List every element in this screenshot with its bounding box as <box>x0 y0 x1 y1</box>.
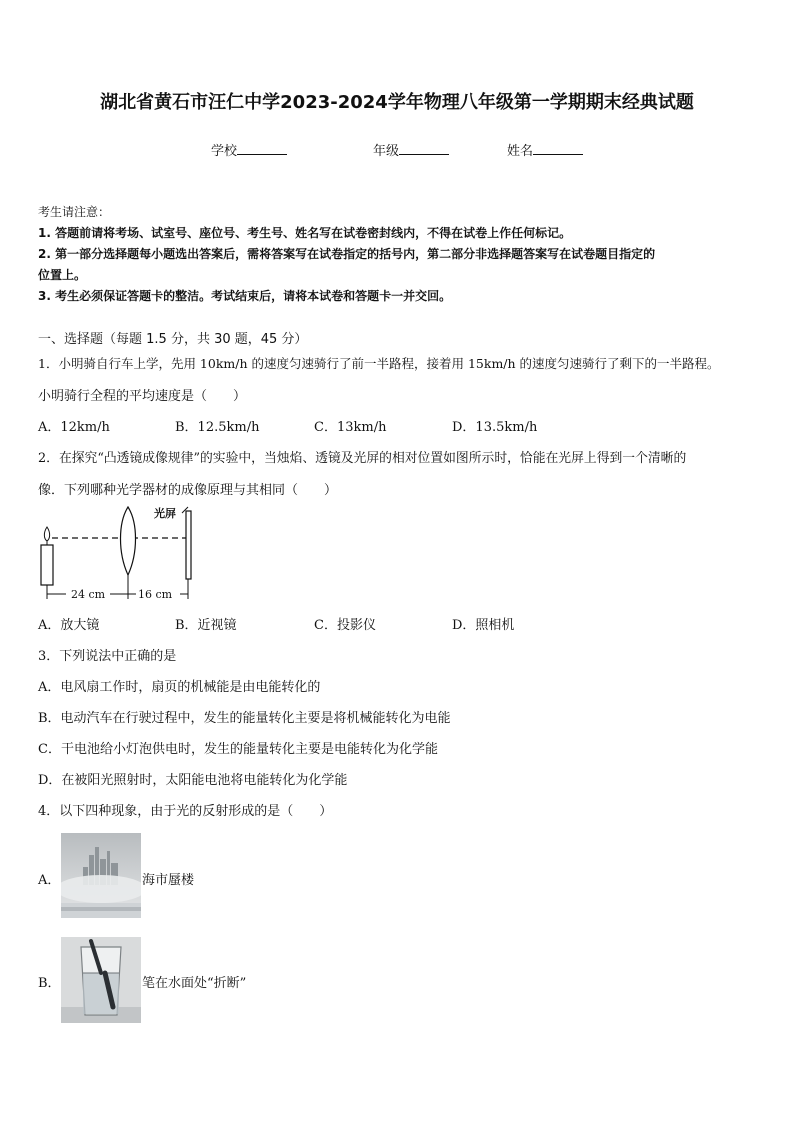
q2-option-a: A．放大镜 <box>38 618 100 633</box>
q4-stem: 4．以下四种现象，由于光的反射形成的是（ ） <box>38 804 333 819</box>
notice-item-3: 3. 考生必须保证答题卡的整洁。考试结束后，请将本试卷和答题卡一并交回。 <box>38 289 452 303</box>
q2-option-b: B．近视镜 <box>175 618 237 633</box>
notice-item-2-cont: 位置上。 <box>38 268 87 282</box>
notice-item-1: 1. 答题前请将考场、试室号、座位号、考生号、姓名写在试卷密封线内，不得在试卷上作任何标记。 <box>38 226 572 240</box>
q1-stem-line1: 1．小明骑自行车上学，先用 10km/h 的速度匀速骑行了前一半路程，接着用 15km/h 的速度匀速骑行了剩下的一半路程。 <box>38 356 720 371</box>
q4-option-b-label: 笔在水面处“折断” <box>142 976 247 991</box>
lens-diagram <box>38 503 198 603</box>
grade-label: 年级 <box>373 144 400 159</box>
q3-stem: 3．下列说法中正确的是 <box>38 649 177 664</box>
lens-diagram-svg <box>38 503 198 603</box>
screen-label: 光屏 <box>154 507 176 520</box>
q4-option-b-letter: B． <box>38 976 61 991</box>
mirage-photo-svg <box>61 833 141 918</box>
mirage-shore <box>61 907 141 911</box>
school-blank <box>237 141 287 155</box>
q1-option-c: C．13km/h <box>314 420 387 435</box>
q4-option-a-label: 海市蜃楼 <box>142 873 195 888</box>
name-label: 姓名 <box>507 144 534 159</box>
q2-option-c: C．投影仪 <box>314 618 376 633</box>
pencil-glass-photo <box>61 937 141 1023</box>
q1-option-a: A．12km/h <box>38 420 110 435</box>
school-label: 学校 <box>211 144 238 159</box>
q1-stem-line2: 小明骑行全程的平均速度是（ ） <box>38 389 247 404</box>
q3-option-d: D．在被阳光照射时，太阳能电池将电能转化为化学能 <box>38 773 348 788</box>
q2-stem-line2: 像．下列哪种光学器材的成像原理与其相同（ ） <box>38 483 338 498</box>
q4-option-a-letter: A． <box>38 873 61 888</box>
name-field <box>507 140 583 159</box>
q3-option-a: A．电风扇工作时，扇页的机械能是由电能转化的 <box>38 680 321 695</box>
grade-field <box>373 140 449 159</box>
section-heading: 一、选择题（每题 1.5 分，共 30 题，45 分） <box>38 332 308 347</box>
grade-blank <box>399 141 449 155</box>
q1-option-d: D．13.5km/h <box>452 420 538 435</box>
notice-item-2: 2. 第一部分选择题每小题选出答案后，需将答案写在试卷指定的括号内，第二部分非选择题答案写在试卷题目指定的 <box>38 247 656 261</box>
pencil-glass-svg <box>61 937 141 1023</box>
name-blank <box>533 141 583 155</box>
q3-option-c: C．干电池给小灯泡供电时，发生的能量转化主要是电能转化为化学能 <box>38 742 438 757</box>
convex-lens <box>121 507 136 575</box>
q2-option-d: D．照相机 <box>452 618 515 633</box>
mirage-mist <box>61 875 141 903</box>
candle-flame <box>44 527 49 541</box>
dist1-label: 24 cm <box>71 588 106 601</box>
mirage-photo <box>61 833 141 918</box>
light-screen <box>186 511 191 579</box>
candle-body <box>41 545 53 585</box>
exam-title: 湖北省黄石市汪仁中学2023-2024学年物理八年级第一学期期末经典试题 <box>100 92 694 113</box>
q3-option-b: B．电动汽车在行驶过程中，发生的能量转化主要是将机械能转化为电能 <box>38 711 451 726</box>
q2-stem-line1: 2．在探究“凸透镜成像规律”的实验中，当烛焰、透镜及光屏的相对位置如图所示时，恰能在光屏上得到一个清晰的 <box>38 451 687 466</box>
dist2-label: 16 cm <box>138 588 173 601</box>
q1-option-b: B．12.5km/h <box>175 420 260 435</box>
school-field <box>211 140 287 159</box>
notice-heading: 考生请注意： <box>38 205 111 219</box>
